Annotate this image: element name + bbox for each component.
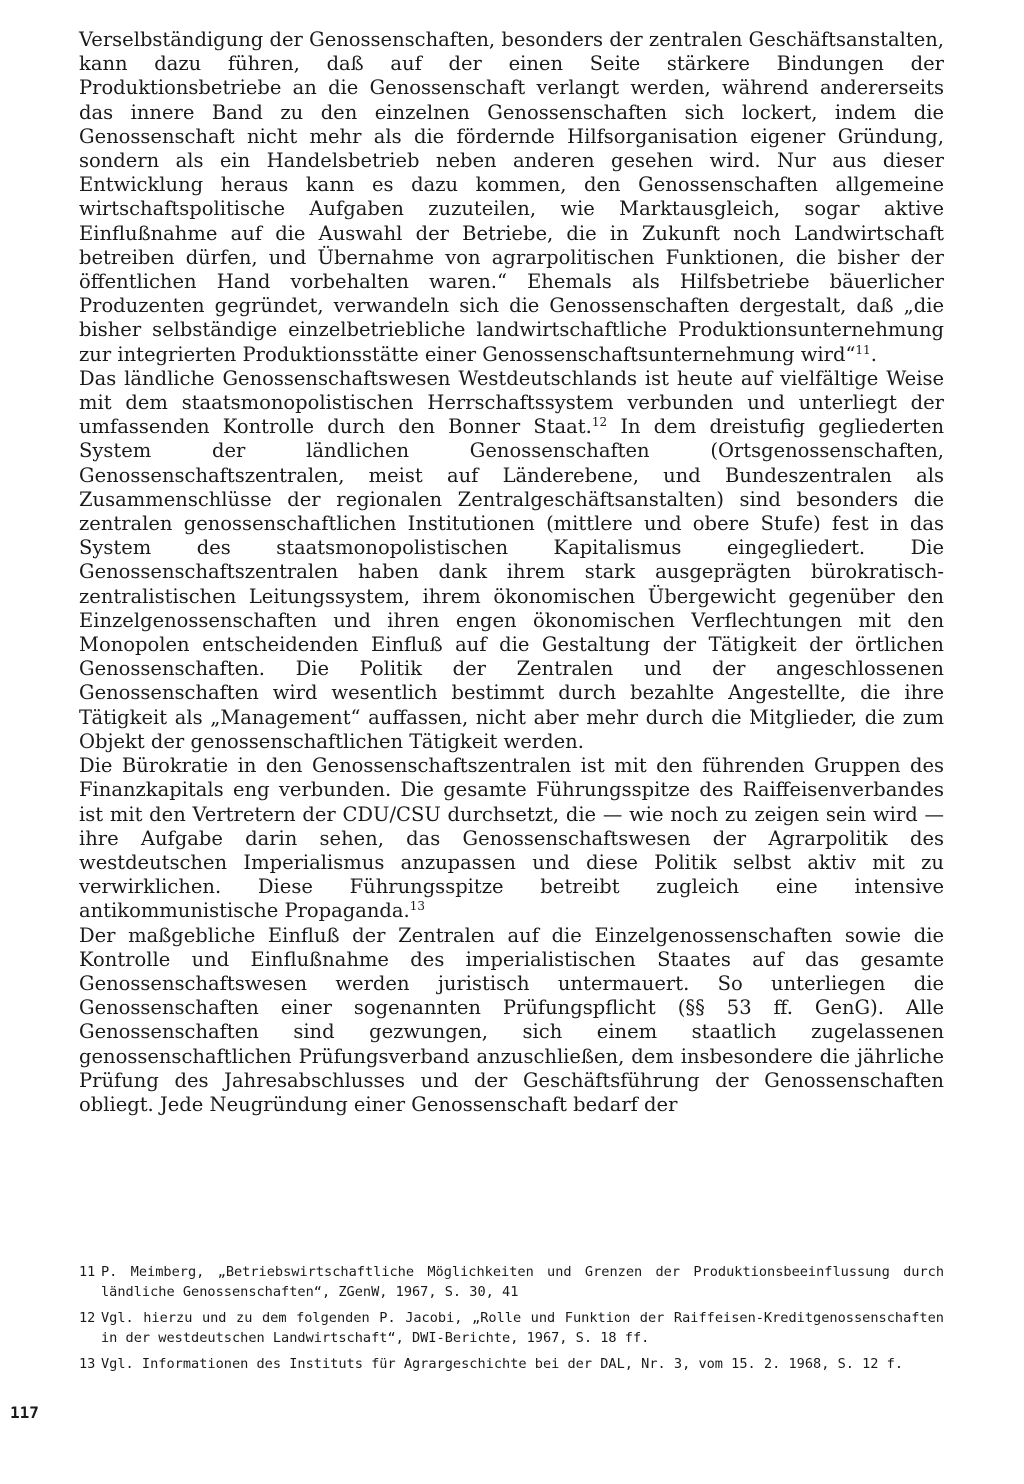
paragraph-3 (79, 754, 944, 923)
paragraph-tail: . (870, 342, 877, 366)
footnote-number: 12 (79, 1310, 96, 1326)
paragraph-1 (79, 28, 944, 367)
footnote-13 (79, 1354, 944, 1374)
footnote-reference: 12 (591, 415, 608, 430)
main-text (79, 28, 944, 1117)
paragraph-tail: In dem dreistufig gegliederten System der ländlichen Genossenschaften (Ortsgenossenschaften, Genossenschaftszentralen, meist auf Länderebene, und Bundeszentralen als Zusammenschlüsse der regionalen Zentralgeschäftsanstalten) sind besonders die zentralen genossenschaftlichen Institutionen (mittlere und obere Stufe) fest in das System des staatsmonopolistischen Kapitalismus eingegliedert. Die Genossenschaftszentralen haben dank ihrem stark ausgeprägten bürokratisch-zentralistischen Leitungssystem, ihrem ökonomischen Übergewicht gegenüber den Einzelgenossenschaften und ihren engen ökonomischen Verflechtungen mit den Monopolen entscheidenden Einfluß auf die Gestaltung der Tätigkeit der örtlichen Genossenschaften. Die Politik der Zentralen und der angeschlossenen Genossenschaften wird wesentlich bestimmt durch bezahlte Angestellte, die ihre Tätigkeit als „Management“ auffassen, nicht aber mehr durch die Mitglieder, die zum Objekt der genossenschaftlichen Tätigkeit werden. (79, 415, 944, 753)
footnote-12 (79, 1308, 944, 1348)
footnote-text: Vgl. Informationen des Instituts für Agrargeschichte bei der DAL, Nr. 3, vom 15. 2. 1968, S. 12 f. (101, 1356, 904, 1372)
footnote-11 (79, 1262, 944, 1302)
footnote-text: P. Meimberg, „Betriebswirtschaftliche Möglichkeiten und Grenzen der Produktionsbeeinflussung durch ländliche Genossenschaften“, ZGenW, 1967, S. 30, 41 (101, 1264, 944, 1300)
paragraph-text: Verselbständigung der Genossenschaften, besonders der zentralen Geschäftsanstalten, kann dazu führen, daß auf der einen Seite stärkere Bindungen der Produktionsbetriebe an die Genossenschaft verlangt werden, während andererseits das innere Band zu den einzelnen Genossenschaften sich lockert, indem die Genossenschaft nicht mehr als die fördernde Hilfsorganisation eigener Gründung, sondern als ein Handelsbetrieb neben anderen gesehen wird. Nur aus dieser Entwicklung heraus kann es dazu kommen, den Genossenschaften allgemeine wirtschaftspolitische Aufgaben zuzuteilen, wie Marktausgleich, sogar aktive Einflußnahme auf die Auswahl der Betriebe, die in Zukunft noch Landwirtschaft betreiben dürfen, und Übernahme von agrarpolitischen Funktionen, die bisher der öffentlichen Hand vorbehalten waren.“ Ehemals als Hilfsbetriebe bäuerlicher Produzenten gegründet, verwandeln sich die Genossenschaften dergestalt, daß „die bisher selbständige einzelbetriebliche landwirtschaftliche Produktionsunternehmung zur integrierten Produktionsstätte einer Genossenschaftsunternehmung wird“ (79, 28, 944, 366)
paragraph-2 (79, 367, 944, 754)
paragraph-text: Die Bürokratie in den Genossenschaftszentralen ist mit den führenden Gruppen des Finanzkapitals eng verbunden. Die gesamte Führungsspitze des Raiffeisenverbandes ist mit den Vertretern der CDU/CSU durchsetzt, die — wie noch zu zeigen sein wird — ihre Aufgabe darin sehen, das Genossenschaftswesen der Agrarpolitik des westdeutschen Imperialismus anzupassen und diese Politik selbst aktiv mit zu verwirklichen. Diese Führungsspitze betreibt zugleich eine intensive antikommunistische Propaganda. (79, 754, 944, 923)
footnote-reference: 13 (409, 899, 426, 914)
footnote-number: 11 (79, 1264, 96, 1280)
footnote-text: Vgl. hierzu und zu dem folgenden P. Jacobi, „Rolle und Funktion der Raiffeisen-Kreditgenossenschaften in der westdeutschen Landwirtschaft“, DWI-Berichte, 1967, S. 18 ff. (101, 1310, 944, 1346)
paragraph-4 (79, 924, 944, 1118)
footnote-number: 13 (79, 1356, 96, 1372)
paragraph-text: Das ländliche Genossenschaftswesen Westdeutschlands ist heute auf vielfältige Weise mit dem staatsmonopolistischen Herrschaftssystem verbunden und unterliegt der umfassenden Kontrolle durch den Bonner Staat. (79, 366, 944, 439)
footnotes (79, 1262, 944, 1380)
paragraph-text: Der maßgebliche Einfluß der Zentralen auf die Einzelgenossenschaften sowie die Kontrolle und Einflußnahme des imperialistischen Staates auf das gesamte Genossenschaftswesen werden juristisch untermauert. So unterliegen die Genossenschaften einer sogenannten Prüfungspflicht (§§ 53 ff. GenG). Alle Genossenschaften sind gezwungen, sich einem staatlich zugelassenen genossenschaftlichen Prüfungsverband anzuschließen, dem insbesondere die jährliche Prüfung des Jahresabschlusses und der Geschäftsführung der Genossenschaften obliegt. Jede Neugründung einer Genossenschaft bedarf der (79, 923, 944, 1116)
footnote-reference: 11 (855, 342, 871, 357)
page-number: 117 (10, 1403, 39, 1422)
